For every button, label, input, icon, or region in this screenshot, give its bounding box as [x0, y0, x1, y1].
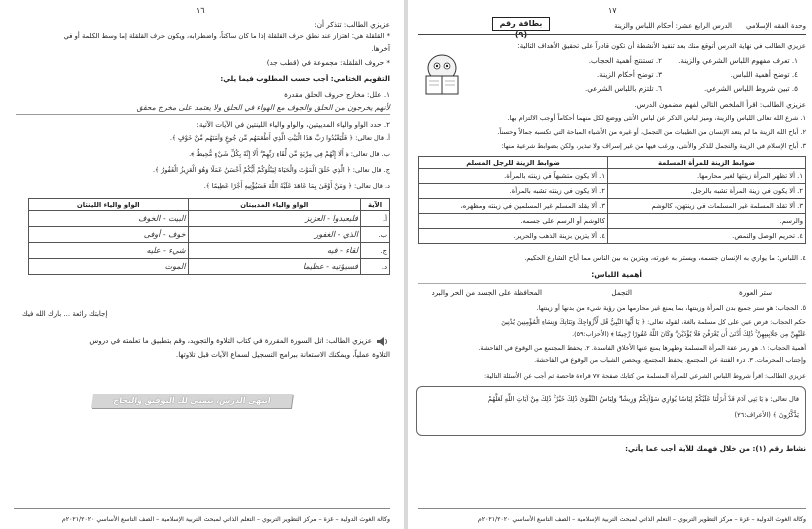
madd-answer: الذي - الغفور [188, 227, 360, 243]
women-rule: ١. ألا تظهر المرأة زينتها لغير محارمها. [608, 169, 806, 184]
objective: ٥. تبين شروط اللباس الشرعي. [703, 84, 798, 93]
objective: ١. تعرف مفهوم اللباس الشرعي والزينة. [678, 56, 798, 65]
madd-answer: فسيؤتيه - عظيما [188, 259, 360, 275]
card-label-text: بطاقة رقم [499, 19, 543, 28]
leen-answer: خوف - أوفى [29, 227, 189, 243]
women-rule: ٢. ألا يكون في زينة المرأة تشبه بالرجل. [608, 184, 806, 199]
hijab-ruling-cont: عَلَيْهِنَّ مِن جَلَابِيبِهِنَّ ۚ ذَٰلِكَ أَدْنَىٰ أَن يُعْرَفْنَ فَلَا يُؤْذَيْنَ ۗ وَكَانَ اللَّهُ غَفُورًا رَّحِيمًا ﴾ (الأحزاب:٥٩). [572, 330, 806, 338]
leen-answer: الموت [29, 259, 189, 275]
table-row [419, 214, 806, 229]
qalqala-rule: * القلقلة هي: اهتزاز عند نطق حرف القلقلة إذا ما كان ساكناً، واضطرابه، ويكون حرف القلقلة إما وسط الكلمة أو في [63, 32, 390, 40]
verse-d: د. قال تعالى: ﴿ وَمَنْ أَوْفَىٰ بِمَا عَاهَدَ عَلَيْهُ اللَّهَ فَسَيُؤْتِيهِ أَجْرًا عَظِيمًا ﴾. [203, 182, 390, 190]
column-header: الآية [361, 199, 390, 211]
answer-line [16, 114, 390, 115]
table-row [29, 227, 390, 243]
row-label: أ. [361, 211, 390, 227]
footer: وكالة الغوث الدولية – غزة – مركز التطوير التربوي – التعلم الذاتي لمبحث التربية الإسلامية – الصف التاسع الأساسي ٢٠٢١/٢٠٢٠م [477, 516, 806, 523]
objective: ٢. تستنتج أهمية الحجاب. [588, 56, 662, 65]
activity-intro: عزيزي الطالب: اقرأ شروط اللباس الشرعي للمرأة المسلمة من كتابك صفحة ٧٧ قراءة فاحصة ثم أجب عن الأسئلة التالية: [484, 372, 806, 380]
q1-handwritten-answer: لأنهم يخرجون من الحلق والجوف مع الهواء في الحلق ولا يعتمد على مخرج محقق [136, 103, 390, 112]
verse-box [416, 386, 806, 436]
row-label: ب. [361, 227, 390, 243]
men-rule: ٣. ألا يقلد المسلم غير المسلمين في زينته ومظهره، [419, 199, 608, 214]
question-2: ٢. حدد الواو والياء المدييتين، والواو والياء اللينتين في الآيات الآتية: [196, 120, 390, 129]
row-label: ج. [361, 243, 390, 259]
women-rule: ٤. تحريم الوصل والنمص. [608, 229, 806, 244]
practice-note-2: التلاوة عملياً، ويمكنك الاستعانة ببرامج التسجيل لسماع الآيات قبل تلاوتها. [175, 350, 390, 359]
table-header-row [29, 199, 390, 211]
importance-item: ستر العورة [738, 288, 772, 297]
importance-item: المحافظة على الجسد من الحر والبرد [431, 288, 542, 297]
libas-definition: ٤. اللباس: ما يواري به الإنسان جسمه، ويستر به عورته، ويتزين به بين الناس مما أباح الشارع الحكيم. [524, 254, 806, 262]
hijab-ruling: حكم الحجاب: فرض عين على كل مسلمة بالغة، لقوله تعالى: ﴿ يَا أَيُّهَا النَّبِيُّ قُل لِّأَزْوَاجِكَ وَبَنَاتِكَ وَنِسَاءِ الْمُؤْمِنِينَ يُدْنِينَ [501, 318, 806, 326]
column-header: ضوابط الزينة للمرأة المسلمة [608, 157, 806, 169]
table-row [419, 169, 806, 184]
praise-text: إجابتك رائعة ... بارك الله فيك [22, 310, 108, 318]
qalqala-rule-cont: آخرها. [371, 44, 390, 53]
activity-title: نشاط رقم (١): من خلال فهمك للآية أجب عما يأتي: [625, 444, 806, 453]
table-row [419, 229, 806, 244]
objective: ٤. توضح أهمية اللباس. [730, 70, 798, 79]
right-page [408, 0, 812, 529]
card-label [492, 17, 550, 31]
summary-point: ٢. أباح الله الزينة ما لم يتعد الإنسان من الطيبات من التجمل، أو غيره من الأشياء المباحة التي تكسبه جمالاً وحسناً. [497, 128, 806, 136]
table-row [419, 199, 806, 214]
column-header: ضوابط الزينة للرجل المسلم [419, 157, 608, 169]
men-rule: ١. ألا يكون متشبهاً في زينته بالمرأة. [419, 169, 608, 184]
qalqala-letters: * حروف القلقلة: مجموعة في (قطب جد) [266, 58, 390, 67]
objective: ٦. تلتزم باللباس الشرعي. [585, 84, 662, 93]
madd-answer: لقاء - فيه [188, 243, 360, 259]
men-rule: ٢. ألا يكون في زينته تشبه بالمرأة. [419, 184, 608, 199]
objective: ٣. توضح أحكام الزينة. [597, 70, 662, 79]
footer: وكالة الغوث الدولية – غزة – مركز التطوير التربوي – التعلم الذاتي لمبحث التربية الإسلامية – الصف التاسع الأساسي ٢٠٢١/٢٠٢٠م [61, 516, 390, 523]
footer-divider [14, 508, 390, 509]
verse-a: أ. قال تعالى: ﴿ فَلْيَعْبُدُوا رَبَّ هَذَا الْبَيْتِ الَّذِي أَطْعَمَهُم مِّن جُوعٍ وَآمَنَهُم مِّنْ خَوْفٍ ﴾. [169, 134, 390, 142]
importance-item: التجمل [611, 288, 632, 297]
row-label: د. [361, 259, 390, 275]
leen-answer: شيء - عليه [29, 243, 189, 259]
header-divider [418, 34, 806, 35]
women-rule: ٣. ألا تقلد المسلمة غير المسلمات في زينتهن، كالوشم [608, 199, 806, 214]
reading-character-icon [418, 50, 466, 98]
table-header-row [419, 157, 806, 169]
summary-point: ١. شرع الله تعالى اللباس والزينة، وميز لباس الذكر عن لباس الأنثى ووضع لكل منهما أحكاماً أوجب الالتزام بها. [507, 114, 806, 122]
end-banner [91, 394, 293, 408]
table-row [29, 259, 390, 275]
footer-divider [418, 508, 806, 509]
intro-text: عزيزي الطالب: تتذكر أن: [314, 20, 390, 29]
men-rule: ٤. ألا يتزين بزينة الذهب والحرير. [419, 229, 608, 244]
women-rule: والرسم. [608, 214, 806, 229]
madd-leen-table [28, 198, 390, 275]
unit-title: وحدة الفقه الإسلامي [746, 22, 806, 30]
end-banner-text: انتهى الدرس، نتمنى لك التوفيق والنجاح [112, 396, 272, 405]
hijab-definition: ٥. الحجاب: هو ستر جميع بدن المرأة وزينتها، بما يمنع غير محارمها من رؤية شيء من بدنها أو زينتها. [536, 304, 806, 312]
page-number: ١٧ [608, 6, 617, 15]
madd-answer: فليعبدوا - العزيز [188, 211, 360, 227]
column-header: الواو والياء المدييتان [188, 199, 360, 211]
verse-box-text: قال تعالى: ﴿ يَا بَنِي آدَمَ قَدْ أَنزَلْنَا عَلَيْكُمْ لِبَاسًا يُوَارِي سَوْآتِكُمْ وَرِيشًا ۖ وَلِبَاسُ التَّقْوَىٰ ذَٰلِكَ خَيْرٌ ۚ ذَٰلِكَ مِنْ آيَاتِ اللَّهِ لَعَلَّهُمْ [487, 395, 799, 403]
left-page [0, 0, 404, 529]
table-row [419, 184, 806, 199]
practice-note: عزيزي الطالب: اتل السورة المقررة في كتاب التلاوة والتجويد، وقم بتطبيق ما تعلمته في دروس [89, 336, 372, 345]
verse-c: ج. قال تعالى: ﴿ الَّذِي خَلَقَ الْمَوْتَ وَالْحَيَاةَ لِيَبْلُوَكُمْ أَيُّكُمْ أَحْسَنُ عَمَلًا وَهُوَ الْعَزِيزُ الْغَفُورُ ﴾. [153, 166, 390, 174]
verse-b: ب. قال تعالى: ﴿ أَلَا إِنَّهُمْ فِي مِرْيَةٍ مِّن لِّقَاءِ رَبِّهِمْ ۗ أَلَا إِنَّهُ بِكُلِّ شَيْءٍ مُّحِيطٌ ﴾. [189, 150, 390, 158]
lesson-title: الدرس الرابع عشر: أحكام اللباس والزينة [614, 22, 732, 30]
zeena-rules-table [418, 156, 806, 244]
verse-box-text-cont: يَذَّكَّرُونَ ﴾ (الأعراف:٢٦) [734, 411, 799, 419]
men-rule: كالوشم أو الرسم على جسمه. [419, 214, 608, 229]
hijab-importance-cont: وإجتناب المحرمات. ٣. درء الفتنة عن المجتمع. يحفظ المجتمع، ويحصن الشباب من الوقوع في الفاحشة. [534, 356, 806, 364]
table-row [29, 211, 390, 227]
speaker-icon [376, 336, 388, 347]
importance-divider [418, 283, 806, 284]
summary-point: ٣. أباح الإسلام في الزينة والتجمل للذكر والأنثى، ورغب فيها من غير إسراف ولا تبذير، ولكن بضوابط شرعية منها: [501, 142, 806, 150]
hijab-importance: أهمية الحجاب: ١. هو رمز عفة المرأة المسلمة وطهرها يمنع عنها الأخلاق الفاسدة. ٢. يحفظ المجتمع من الوقوع في الفاحشة. [478, 344, 806, 352]
final-eval-title: التقويم الختامي: أجب حسب المطلوب فيما يلي: [220, 74, 390, 83]
importance-title: أهمية اللباس: [591, 270, 642, 279]
page-number: ١٦ [196, 6, 205, 15]
objectives-intro: عزيزي الطالب في نهاية الدرس أتوقع منك بعد تنفيذ الأنشطة أن تكون قادراً على تحقيق الأهداف التالية: [517, 42, 806, 50]
summary-intro: عزيزي الطالب: اقرأ الملخص التالي لفهم مضمون الدرس. [634, 100, 806, 109]
leen-answer: البيت - الخوف [29, 211, 189, 227]
question-1: ١. علل: مخارج حروف الحلق مقدرة [284, 90, 390, 99]
column-header: الواو والياء اللينتان [29, 199, 189, 211]
table-row [29, 243, 390, 259]
